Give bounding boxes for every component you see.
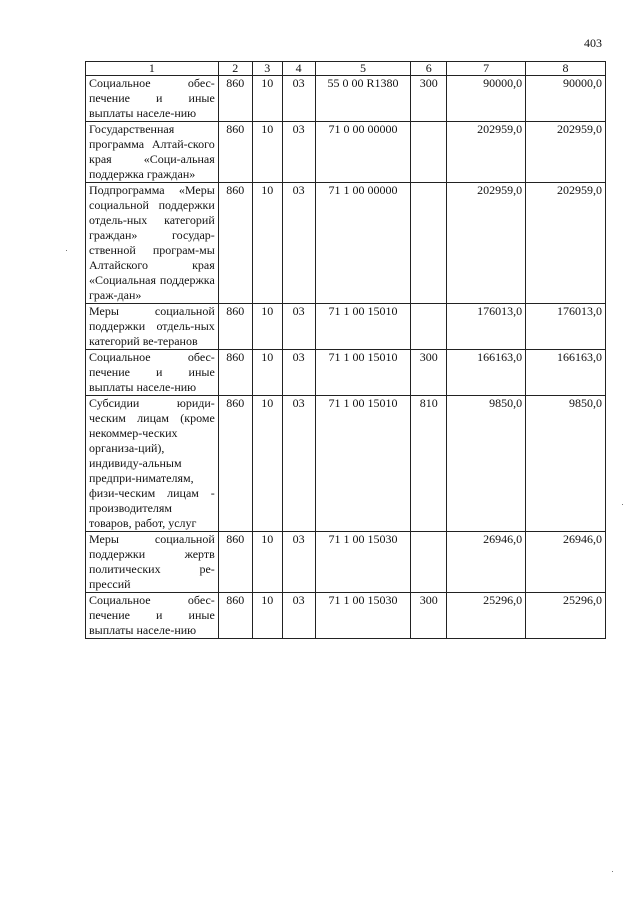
- cell-expense-type: [411, 122, 447, 183]
- cell-name: Меры социальной поддержки жертв политических ре-прессий: [86, 532, 219, 593]
- cell-expense-type: 810: [411, 396, 447, 532]
- cell-expense-type: [411, 304, 447, 350]
- cell-section: 10: [252, 396, 282, 532]
- cell-subsection: 03: [282, 396, 315, 532]
- cell-name: Субсидии юриди-ческим лицам (кроме некоммер-ческих организа-ций), индивиду-альным предпри-нимателям, физи-ческим лицам - производителям товаров, работ, услуг: [86, 396, 219, 532]
- cell-section: 10: [252, 122, 282, 183]
- table-row: [86, 532, 606, 593]
- column-header-7: 7: [447, 62, 526, 76]
- cell-subsection: 03: [282, 350, 315, 396]
- cell-amount-col7: 26946,0: [447, 532, 526, 593]
- cell-expense-type: 300: [411, 350, 447, 396]
- cell-expense-type: 300: [411, 593, 447, 639]
- cell-subsection: 03: [282, 122, 315, 183]
- cell-target-article: 71 1 00 00000: [315, 183, 411, 304]
- cell-section: 10: [252, 593, 282, 639]
- cell-amount-col7: 9850,0: [447, 396, 526, 532]
- cell-subsection: 03: [282, 532, 315, 593]
- budget-table: [85, 61, 606, 639]
- cell-amount-col7: 25296,0: [447, 593, 526, 639]
- cell-amount-col7: 202959,0: [447, 183, 526, 304]
- cell-amount-col7: 90000,0: [447, 76, 526, 122]
- scan-speck: [66, 250, 67, 251]
- cell-section: 10: [252, 183, 282, 304]
- cell-expense-type: [411, 532, 447, 593]
- column-header-6: 6: [411, 62, 447, 76]
- cell-amount-col8: 176013,0: [526, 304, 606, 350]
- table-row: [86, 350, 606, 396]
- cell-amount-col8: 202959,0: [526, 122, 606, 183]
- column-header-4: 4: [282, 62, 315, 76]
- scan-speck: [612, 871, 613, 872]
- cell-subsection: 03: [282, 183, 315, 304]
- cell-name: Подпрограмма «Меры социальной поддержки отдель-ных категорий граждан» государ-ственной програм-мы Алтайского края «Социальная поддержка граж-дан»: [86, 183, 219, 304]
- cell-amount-col7: 202959,0: [447, 122, 526, 183]
- column-header-8: 8: [526, 62, 606, 76]
- cell-name: Социальное обес-печение и иные выплаты населе-нию: [86, 76, 219, 122]
- table-row: [86, 76, 606, 122]
- cell-ved-code: 860: [218, 76, 252, 122]
- cell-amount-col8: 9850,0: [526, 396, 606, 532]
- header-row: [86, 62, 606, 76]
- cell-target-article: 71 1 00 15010: [315, 350, 411, 396]
- scan-speck: [622, 504, 623, 505]
- cell-subsection: 03: [282, 304, 315, 350]
- cell-amount-col8: 25296,0: [526, 593, 606, 639]
- column-header-1: 1: [86, 62, 219, 76]
- cell-ved-code: 860: [218, 183, 252, 304]
- cell-amount-col7: 176013,0: [447, 304, 526, 350]
- column-header-5: 5: [315, 62, 411, 76]
- cell-subsection: 03: [282, 593, 315, 639]
- cell-amount-col8: 90000,0: [526, 76, 606, 122]
- cell-ved-code: 860: [218, 304, 252, 350]
- cell-section: 10: [252, 532, 282, 593]
- cell-subsection: 03: [282, 76, 315, 122]
- table-row: [86, 304, 606, 350]
- table-row: [86, 183, 606, 304]
- cell-target-article: 71 1 00 15030: [315, 532, 411, 593]
- cell-name: Государственная программа Алтай-ского края «Соци-альная поддержка граждан»: [86, 122, 219, 183]
- cell-name: Социальное обес-печение и иные выплаты населе-нию: [86, 593, 219, 639]
- cell-ved-code: 860: [218, 122, 252, 183]
- table-row: [86, 396, 606, 532]
- cell-amount-col7: 166163,0: [447, 350, 526, 396]
- table-header: [86, 62, 606, 76]
- cell-section: 10: [252, 76, 282, 122]
- column-header-2: 2: [218, 62, 252, 76]
- cell-ved-code: 860: [218, 593, 252, 639]
- cell-name: Меры социальной поддержки отдель-ных категорий ве-теранов: [86, 304, 219, 350]
- cell-name: Социальное обес-печение и иные выплаты населе-нию: [86, 350, 219, 396]
- cell-target-article: 55 0 00 R1380: [315, 76, 411, 122]
- page-number: 403: [584, 36, 602, 50]
- cell-amount-col8: 26946,0: [526, 532, 606, 593]
- cell-amount-col8: 202959,0: [526, 183, 606, 304]
- cell-ved-code: 860: [218, 350, 252, 396]
- cell-target-article: 71 1 00 15030: [315, 593, 411, 639]
- table-row: [86, 122, 606, 183]
- cell-expense-type: [411, 183, 447, 304]
- cell-ved-code: 860: [218, 396, 252, 532]
- table-row: [86, 593, 606, 639]
- cell-target-article: 71 1 00 15010: [315, 304, 411, 350]
- cell-section: 10: [252, 304, 282, 350]
- cell-target-article: 71 0 00 00000: [315, 122, 411, 183]
- cell-expense-type: 300: [411, 76, 447, 122]
- cell-section: 10: [252, 350, 282, 396]
- cell-ved-code: 860: [218, 532, 252, 593]
- table-body: [86, 76, 606, 639]
- column-header-3: 3: [252, 62, 282, 76]
- cell-target-article: 71 1 00 15010: [315, 396, 411, 532]
- cell-amount-col8: 166163,0: [526, 350, 606, 396]
